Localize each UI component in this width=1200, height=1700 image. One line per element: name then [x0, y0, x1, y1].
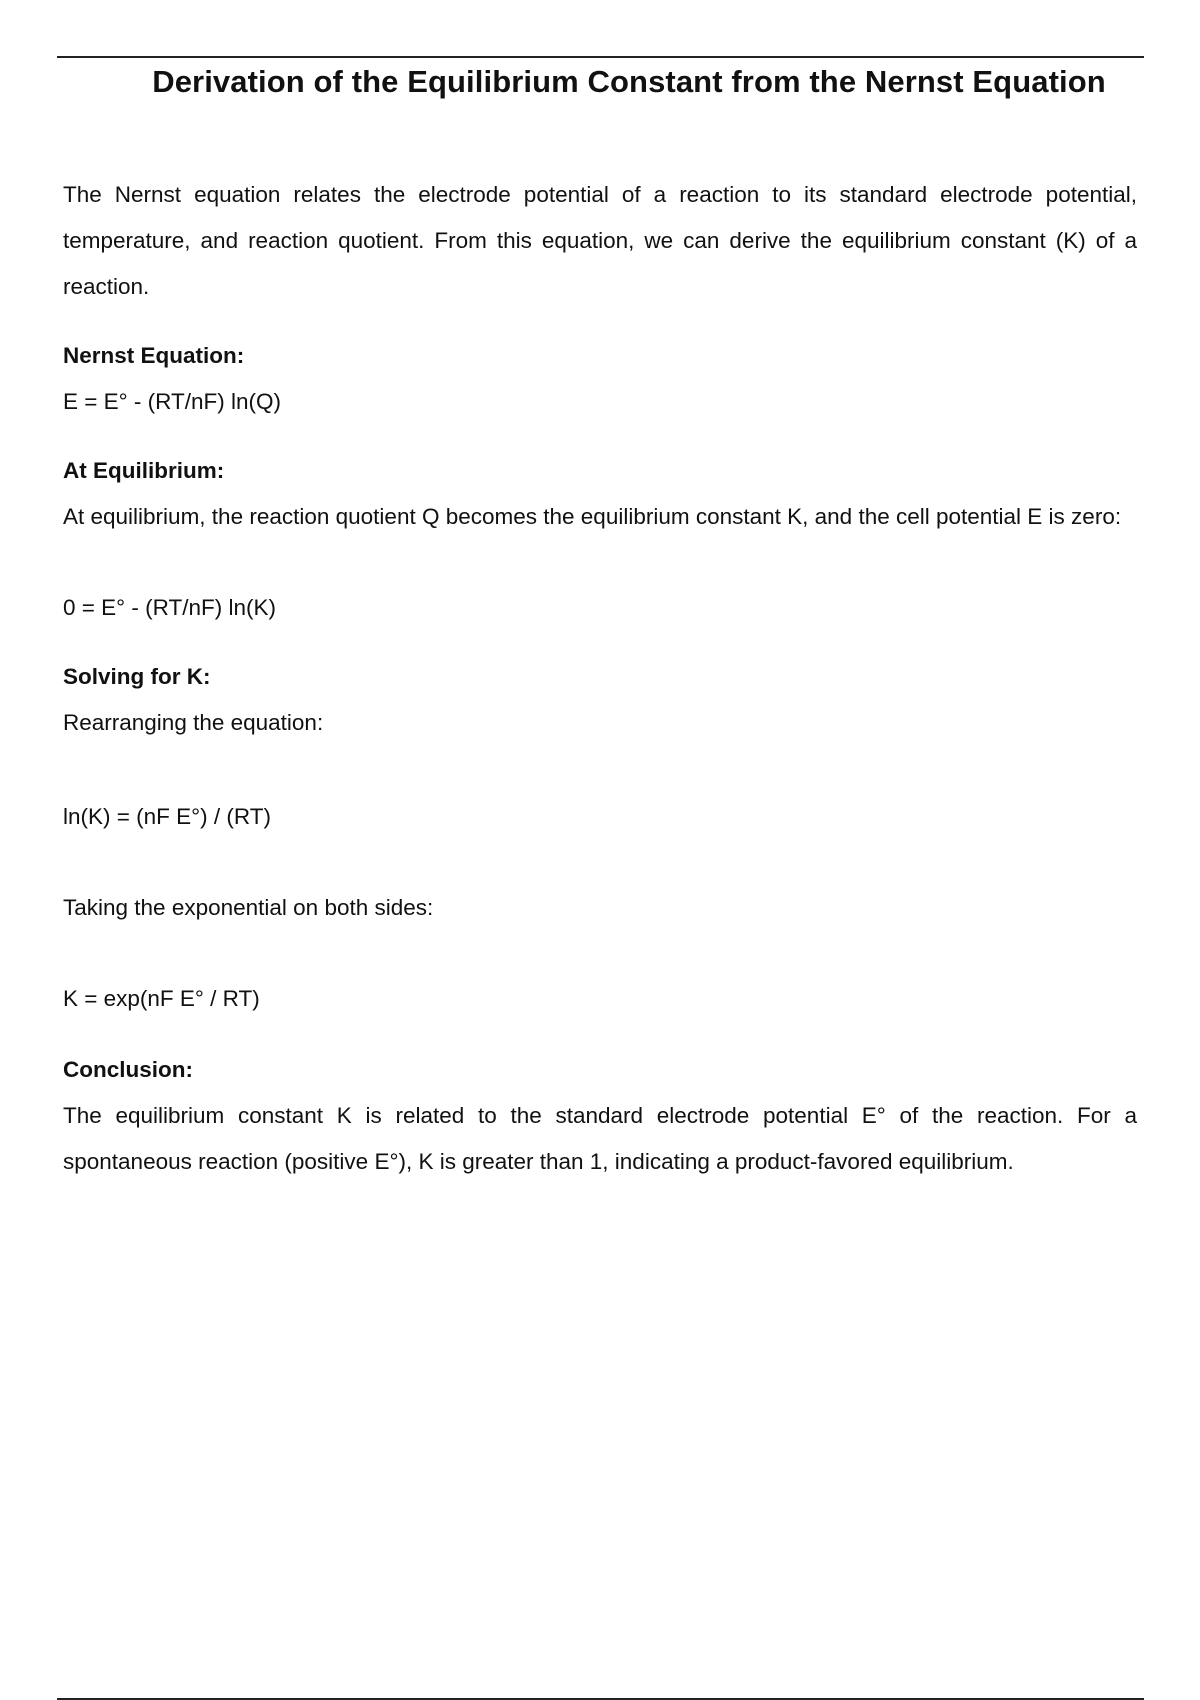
intro-paragraph: The Nernst equation relates the electrode potential of a reaction to its standard electrode potential, temperature, and reaction quotient. From this equation, we can derive the equilibrium constant (K) of a reaction.	[63, 182, 1137, 299]
equilibrium-paragraph: At equilibrium, the reaction quotient Q becomes the equilibrium constant K, and the cell potential E is zero:	[63, 504, 1122, 529]
equilibrium-equation: 0 = E° - (RT/nF) ln(K)	[63, 595, 276, 620]
conclusion-heading: Conclusion:	[63, 1057, 193, 1082]
solving-heading: Solving for K:	[63, 664, 211, 689]
page-title: Derivation of the Equilibrium Constant from the Nernst Equation	[152, 64, 1106, 99]
nernst-heading: Nernst Equation:	[63, 343, 245, 368]
equilibrium-heading: At Equilibrium:	[63, 458, 225, 483]
document-body	[63, 172, 1137, 1185]
solving-text-exponential: Taking the exponential on both sides:	[63, 895, 434, 920]
k-exp-equation: K = exp(nF E° / RT)	[63, 986, 260, 1011]
nernst-equation: E = E° - (RT/nF) ln(Q)	[63, 389, 281, 414]
top-rule	[57, 56, 1144, 58]
ln-k-equation: ln(K) = (nF E°) / (RT)	[63, 804, 271, 829]
solving-text-rearranging: Rearranging the equation:	[63, 710, 324, 735]
conclusion-paragraph: The equilibrium constant K is related to the standard electrode potential E° of the reaction. For a spontaneous reaction (positive E°), K is greater than 1, indicating a product-favored equilibrium.	[63, 1103, 1137, 1174]
